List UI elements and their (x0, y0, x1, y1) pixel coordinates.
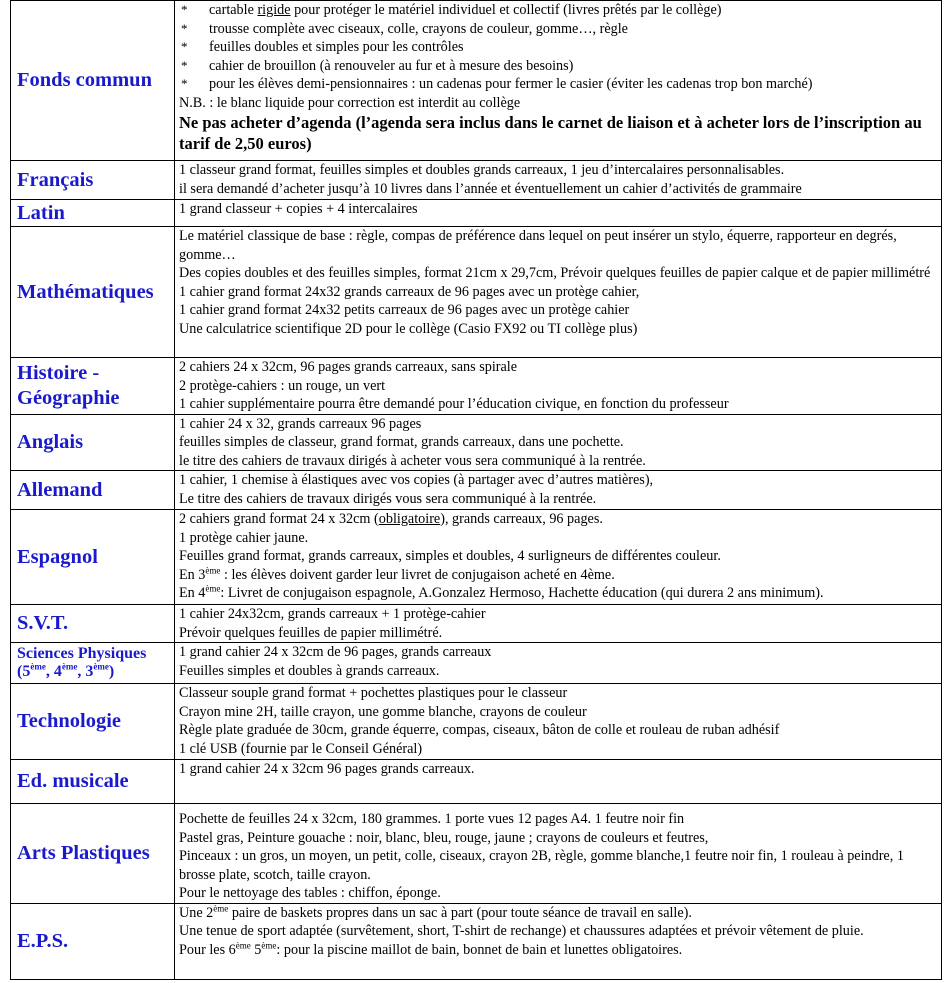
content-anglais (175, 414, 942, 471)
list-item: 1 clé USB (fournie par le Conseil Général) (179, 740, 423, 757)
list-item: Feuilles simples et doubles à grands carreaux. (179, 662, 440, 679)
content-eps (175, 903, 942, 979)
list-item: Prévoir quelques feuilles de papier millimétré. (179, 624, 443, 641)
content-fonds-commun (175, 1, 942, 161)
row-eps (11, 903, 942, 979)
list-item: * cahier de brouillon (à renouveler au fur et à mesure des besoins) (179, 57, 937, 76)
list-item: Le matériel classique de base : règle, compas de préférence dans lequel on peut insérer un stylo, équerre, rapporteur en degrés, gomme… (179, 228, 897, 263)
content-espagnol (175, 510, 942, 605)
subject-line: Sciences Physiques (17, 645, 147, 662)
list-item: * cartable rigide pour protéger le matériel individuel et collectif (livres prêtés par le collège) (179, 1, 937, 20)
subject-eps: E.P.S. (11, 903, 175, 979)
list-item: 2 cahiers 24 x 32cm, 96 pages grands carreaux, sans spirale (179, 359, 518, 375)
content-histoire-geographie (175, 358, 942, 415)
list-item: En 4ème: Livret de conjugaison espagnole, A.Gonzalez Hermoso, Hachette éducation (qui durera 2 ans minimum). (179, 583, 824, 601)
row-technologie (11, 684, 942, 760)
list-item: Règle plate graduée de 30cm, grande équerre, compas, ciseaux, bâton de colle et rouleau de ruban adhésif (179, 722, 780, 738)
subject-histoire-geographie (11, 358, 175, 415)
subject-line: Géographie (17, 386, 120, 409)
list-item: Des copies doubles et des feuilles simples, format 21cm x 29,7cm, Prévoir quelques feuilles de papier calque et de papier millimétré (179, 265, 931, 281)
row-sciences-physiques (11, 643, 942, 684)
content-latin (175, 200, 942, 227)
list-item: Une calculatrice scientifique 2D pour le collège (Casio FX92 ou TI collège plus) (179, 320, 638, 337)
content-arts-plastiques (175, 804, 942, 904)
subject-mathematiques: Mathématiques (11, 227, 175, 358)
subject-anglais: Anglais (11, 414, 175, 471)
list-item: Pastel gras, Peinture gouache : noir, blanc, bleu, rouge, jaune ; crayons de couleurs et feutres, (179, 829, 709, 846)
list-item: 1 grand cahier 24 x 32cm 96 pages grands carreaux. (179, 761, 475, 777)
list-item: Feuilles grand format, grands carreaux, simples et doubles, 4 surligneurs de différentes couleur. (179, 548, 721, 564)
agenda-warning: Ne pas acheter d’agenda (l’agenda sera inclus dans le carnet de liaison et à acheter lors de l’inscription au tarif de 2,50 euros) (179, 113, 922, 153)
content-allemand (175, 471, 942, 510)
content-ed-musicale (175, 760, 942, 804)
list-item: 1 cahier, 1 chemise à élastiques avec vos copies (à partager avec d’autres matières), (179, 472, 654, 488)
list-item: 1 cahier grand format 24x32 grands carreaux de 96 pages avec un protège cahier, (179, 283, 640, 300)
row-svt (11, 605, 942, 643)
subject-sciences-physiques (11, 643, 175, 684)
list-item: Pour le nettoyage des tables : chiffon, éponge. (179, 885, 441, 901)
row-ed-musicale (11, 760, 942, 804)
subject-fonds-commun: Fonds commun (11, 1, 175, 161)
list-item: Le titre des cahiers de travaux dirigés vous sera communiqué à la rentrée. (179, 490, 597, 507)
content-mathematiques (175, 227, 942, 358)
content-francais (175, 161, 942, 200)
row-mathematiques (11, 227, 942, 358)
list-item: En 3ème : les élèves doivent garder leur livret de conjugaison acheté en 4ème. (179, 564, 615, 583)
list-item: Classeur souple grand format + pochettes plastiques pour le classeur (179, 685, 568, 701)
list-item: 1 cahier 24 x 32, grands carreaux 96 pages (179, 415, 422, 432)
content-technologie (175, 684, 942, 760)
subject-arts-plastiques: Arts Plastiques (11, 804, 175, 904)
subject-francais: Français (11, 161, 175, 200)
row-latin (11, 200, 942, 227)
list-item: 1 cahier 24x32cm, grands carreaux + 1 protège-cahier (179, 606, 486, 622)
list-item: * pour les élèves demi-pensionnaires : un cadenas pour fermer le casier (éviter les cadenas trop bon marché) (179, 75, 937, 94)
list-item: le titre des cahiers de travaux dirigés à acheter vous sera communiqué à la rentrée. (179, 452, 646, 469)
list-item: feuilles simples de classeur, grand format, grands carreaux, dans une pochette. (179, 434, 624, 450)
subject-latin: Latin (11, 200, 175, 227)
list-item: Crayon mine 2H, taille crayon, une gomme blanche, crayons de couleur (179, 703, 587, 720)
list-item: 1 cahier grand format 24x32 petits carreaux de 96 pages avec un protège cahier (179, 302, 630, 318)
note: N.B. : le blanc liquide pour correction est interdit au collège (179, 94, 521, 111)
subject-line: Histoire - (17, 361, 100, 384)
content-svt (175, 605, 942, 643)
list-item: * trousse complète avec ciseaux, colle, crayons de couleur, gomme…, règle (179, 20, 937, 39)
supply-list-table (10, 0, 942, 980)
list-item: 2 protège-cahiers : un rouge, un vert (179, 377, 386, 394)
row-fonds-commun (11, 1, 942, 161)
subject-espagnol: Espagnol (11, 510, 175, 605)
subject-technologie: Technologie (11, 684, 175, 760)
list-item: 1 classeur grand format, feuilles simples et doubles grands carreaux, 1 jeu d’intercalaires personnalisables. (179, 162, 785, 178)
row-histoire-geographie (11, 358, 942, 415)
content-sciences-physiques (175, 643, 942, 684)
row-allemand (11, 471, 942, 510)
list-item: 1 grand cahier 24 x 32cm de 96 pages, grands carreaux (179, 644, 492, 660)
list-item: Pinceaux : un gros, un moyen, un petit, colle, ciseaux, crayon 2B, règle, gomme blanche,1 feutre noir fin, 1 rouleau à peindre, 1 brosse plate, scotch, taille crayon. (179, 848, 904, 883)
list-item: 1 protège cahier jaune. (179, 529, 309, 546)
subject-levels: (5ème, 4ème, 3ème) (17, 661, 115, 680)
row-espagnol (11, 510, 942, 605)
list-item: Une 2ème paire de baskets propres dans un sac à part (pour toute séance de travail en salle). (179, 902, 692, 921)
list-item: 2 cahiers grand format 24 x 32cm (obligatoire), grands carreaux, 96 pages. (179, 511, 603, 527)
subject-ed-musicale: Ed. musicale (11, 760, 175, 804)
list-item: * feuilles doubles et simples pour les contrôles (179, 38, 937, 57)
list-item: Pochette de feuilles 24 x 32cm, 180 grammes. 1 porte vues 12 pages A4. 1 feutre noir fin (179, 811, 685, 827)
list-item: Une tenue de sport adaptée (survêtement, short, T-shirt de rechange) et chaussures adaptées et prévoir vêtement de pluie. (179, 923, 864, 939)
subject-svt: S.V.T. (11, 605, 175, 643)
subject-allemand: Allemand (11, 471, 175, 510)
row-anglais (11, 414, 942, 471)
list-item: il sera demandé d’acheter jusqu’à 10 livres dans l’année et éventuellement un cahier d’activités de grammaire (179, 180, 802, 197)
row-arts-plastiques (11, 804, 942, 904)
row-francais (11, 161, 942, 200)
list-item: 1 grand classeur + copies + 4 intercalaires (179, 201, 418, 217)
list-item: Pour les 6ème 5ème: pour la piscine maillot de bain, bonnet de bain et lunettes obligatoires. (179, 939, 683, 958)
list-item: 1 cahier supplémentaire pourra être demandé pour l’éducation civique, en fonction du professeur (179, 396, 729, 412)
